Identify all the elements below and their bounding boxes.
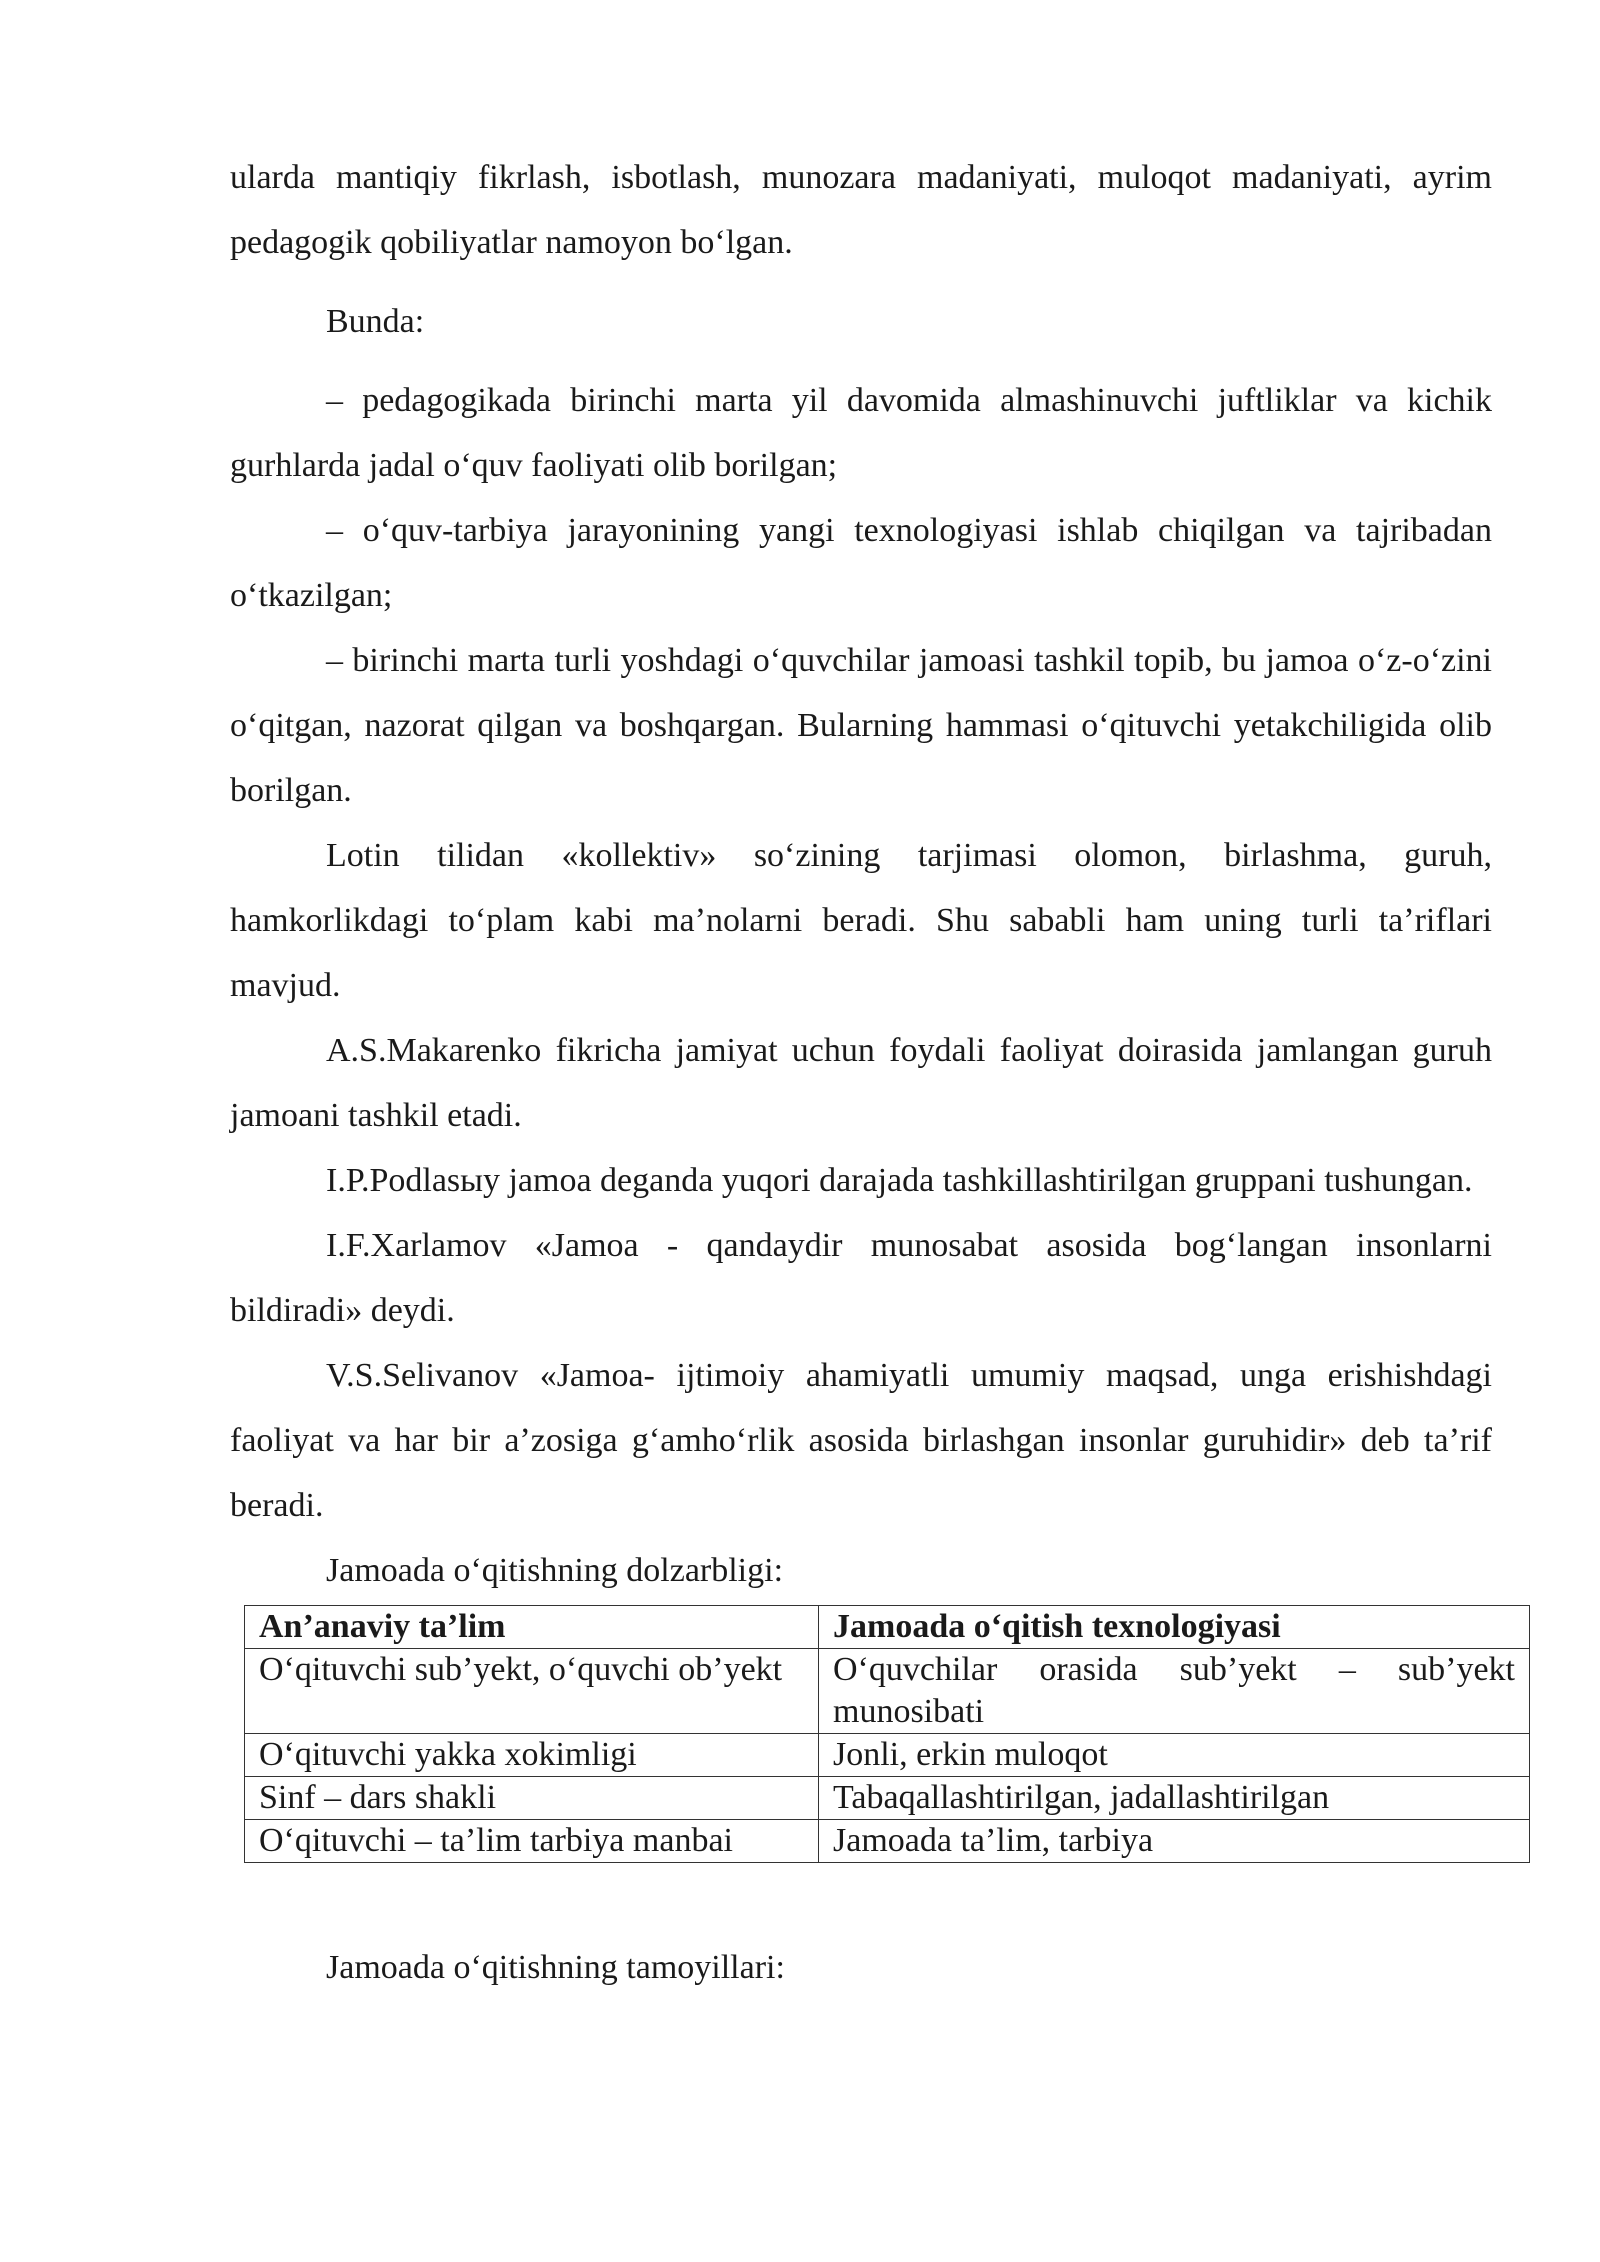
paragraph: A.S.Makarenko fikricha jamiyat uchun foydali faoliyat doirasida jamlangan guruh jamoani tashkil etadi.: [230, 1032, 1492, 1134]
table-row: [245, 1820, 1530, 1863]
paragraph: Bunda:: [326, 303, 425, 340]
comparison-table: [244, 1605, 1530, 1863]
paragraph: I.P.Podlasыy jamoa deganda yuqori darajada tashkillashtirilgan gruppani tushungan.: [326, 1162, 1473, 1199]
paragraph: Lotin tilidan «kollektiv» soʻzining tarjimasi olomon, birlashma, guruh, hamkorlikdagi toʻplam kabi maʼnolarni beradi. Shu sababli ham uning turli taʼriflari mavjud.: [230, 837, 1492, 1004]
table-cell: O‘quvchilar orasida sub’yekt – sub’yekt munosibati: [819, 1649, 1530, 1734]
table-header-cell: An’anaviy ta’lim: [245, 1606, 819, 1649]
table-row: [245, 1734, 1530, 1777]
table-row: [245, 1777, 1530, 1820]
table-cell: O‘qituvchi – ta’lim tarbiya manbai: [245, 1820, 819, 1863]
document-page: [230, 145, 1515, 2000]
table-cell: O‘qituvchi yakka xokimligi: [245, 1734, 819, 1777]
table-header-cell: Jamoada o‘qitish texnologiyasi: [819, 1606, 1530, 1649]
list-item: – birinchi marta turli yoshdagi oʻquvchilar jamoasi tashkil topib, bu jamoa oʻz-oʻzini oʻqitgan, nazorat qilgan va boshqargan. Bularning hammasi oʻqituvchi yetakchiligida olib borilgan.: [230, 642, 1492, 809]
table-caption: Jamoada oʻqitishning dolzarbligi:: [326, 1552, 784, 1589]
list-item: – oʻquv-tarbiya jarayonining yangi texnologiyasi ishlab chiqilgan va tajribadan oʻtkazilgan;: [230, 512, 1492, 614]
table-cell: O‘qituvchi sub’yekt, o‘quvchi ob’yekt: [245, 1649, 819, 1734]
table-cell: Jonli, erkin muloqot: [819, 1734, 1530, 1777]
paragraph: I.F.Xarlamov «Jamoa - qandaydir munosabat asosida bogʻlangan insonlarni bildiradi» deydi.: [230, 1227, 1492, 1329]
table-cell: Tabaqallashtirilgan, jadallashtirilgan: [819, 1777, 1530, 1820]
paragraph: V.S.Selivanov «Jamoa- ijtimoiy ahamiyatli umumiy maqsad, unga erishishdagi faoliyat va har bir aʼzosiga gʻamhoʻrlik asosida birlashgan insonlar guruhidir» deb taʼrif beradi.: [230, 1357, 1492, 1524]
table-cell: Sinf – dars shakli: [245, 1777, 819, 1820]
table-row: [245, 1649, 1530, 1734]
list-item: – pedagogikada birinchi marta yil davomida almashinuvchi juftliklar va kichik gurhlarda jadal oʻquv faoliyati olib borilgan;: [230, 382, 1492, 484]
table-cell: Jamoada ta’lim, tarbiya: [819, 1820, 1530, 1863]
table-header-row: [245, 1606, 1530, 1649]
section-heading: Jamoada oʻqitishning tamoyillari:: [326, 1949, 785, 1986]
paragraph: ularda mantiqiy fikrlash, isbotlash, munozara madaniyati, muloqot madaniyati, ayrim pedagogik qobiliyatlar namoyon boʻlgan.: [230, 159, 1492, 261]
